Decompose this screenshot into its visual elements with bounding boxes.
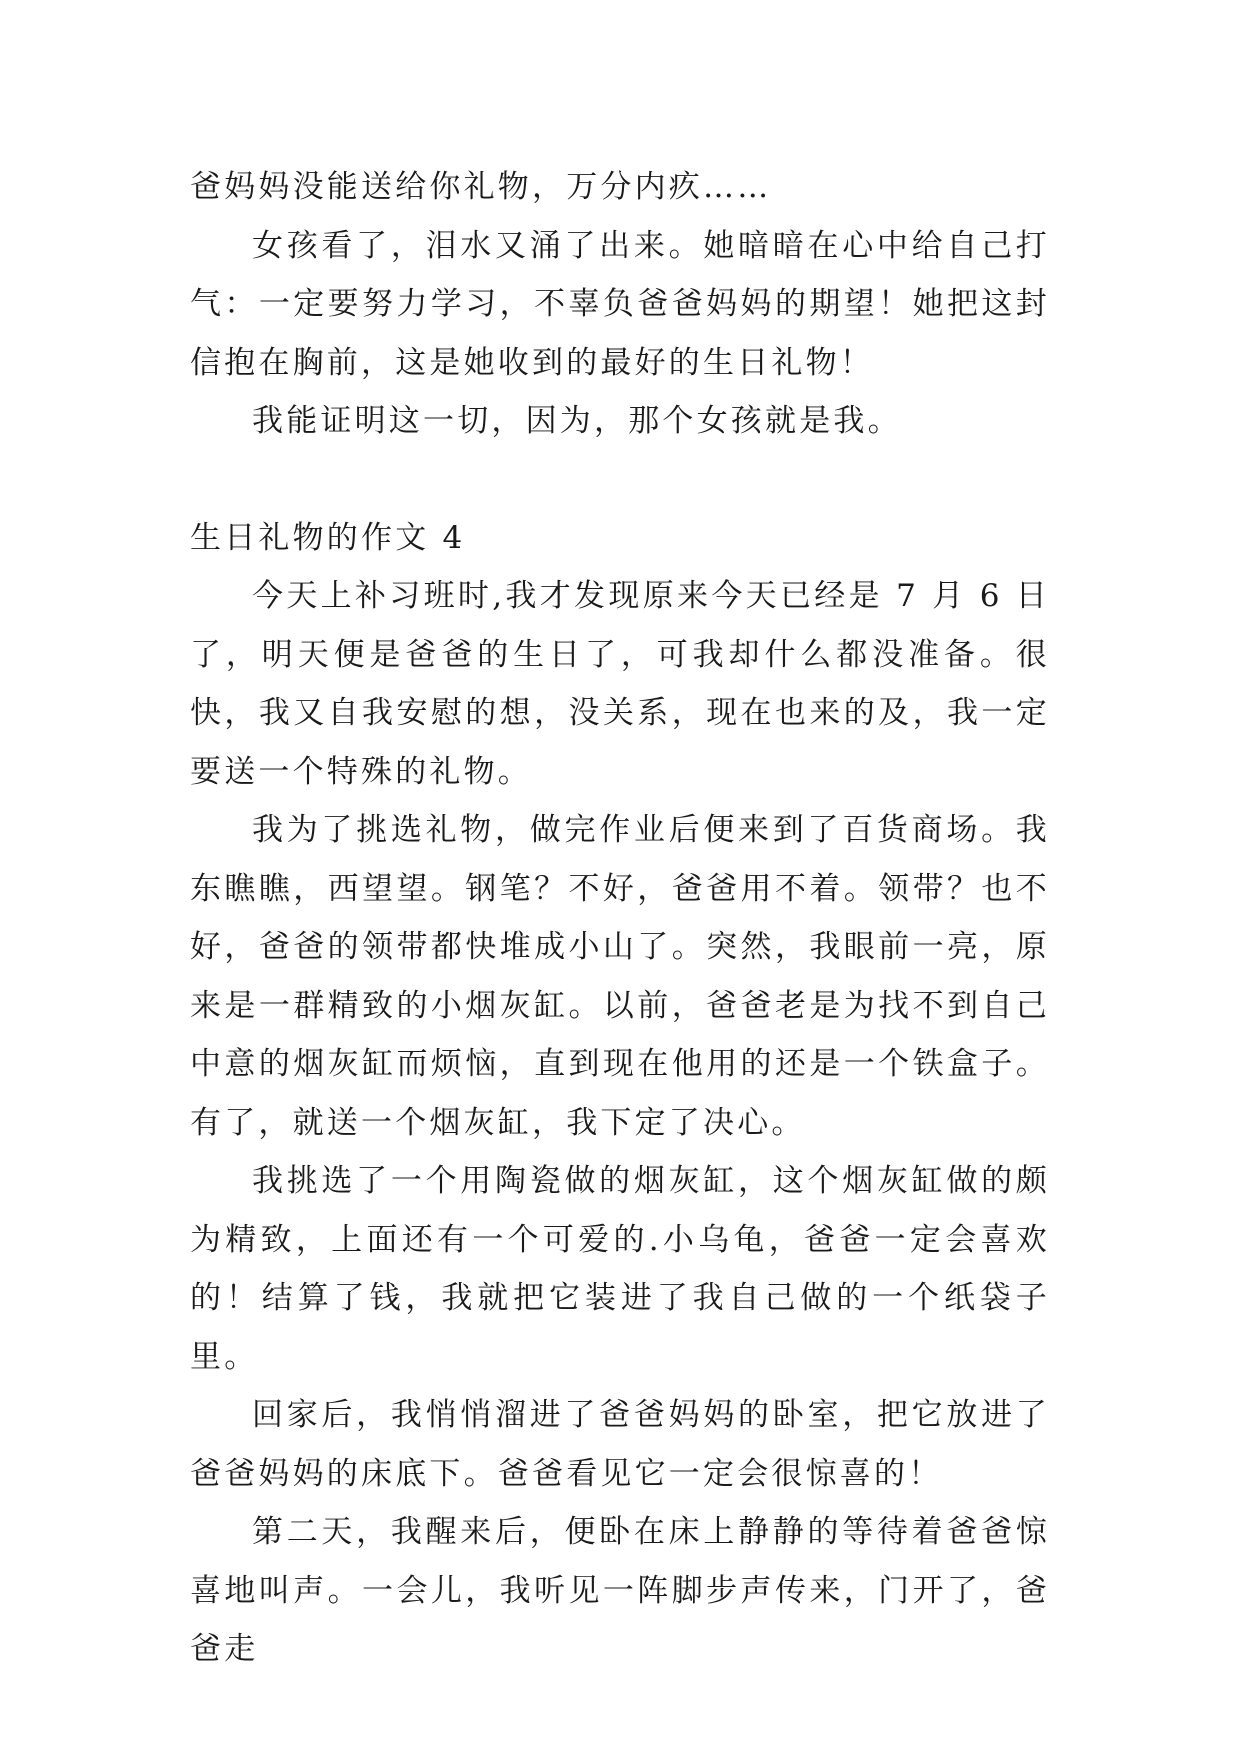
paragraph: 回家后，我悄悄溜进了爸爸妈妈的卧室，把它放进了爸爸妈妈的床底下。爸爸看见它一定会很惊喜的！ (190, 1397, 1050, 1492)
paragraph: 第二天，我醒来后，便卧在床上静静的等待着爸爸惊喜地叫声。一会儿，我听见一阵脚步声传来，门开了，爸爸走 (190, 1514, 1050, 1667)
paragraph: 爸妈妈没能送给你礼物，万分内疚…… (190, 169, 772, 205)
paragraph: 今天上补习班时,我才发现原来今天已经是 7 月 6 日了，明天便是爸爸的生日了，可我却什么都没准备。很快，我又自我安慰的想，没关系，现在也来的及，我一定要送一个特殊的礼物。 (190, 578, 1050, 790)
paragraph: 我为了挑选礼物，做完作业后便来到了百货商场。我东瞧瞧，西望望。钢笔？不好，爸爸用不着。领带？也不好，爸爸的领带都快堆成小山了。突然，我眼前一亮，原来是一群精致的小烟灰缸。以前，爸爸老是为找不到自己中意的烟灰缸而烦恼，直到现在他用的还是一个铁盒子。有了，就送一个烟灰缸，我下定了决心。 (190, 812, 1050, 1141)
paragraph: 女孩看了，泪水又涌了出来。她暗暗在心中给自己打气：一定要努力学习，不辜负爸爸妈妈的期望！她把这封信抱在胸前，这是她收到的最好的生日礼物！ (190, 227, 1050, 381)
section-heading: 生日礼物的作文 4 (190, 519, 466, 556)
paragraph: 我挑选了一个用陶瓷做的烟灰缸，这个烟灰缸做的颇为精致，上面还有一个可爱的.小乌龟，爸爸一定会喜欢的！结算了钱，我就把它装进了我自己做的一个纸袋子里。 (190, 1163, 1050, 1375)
document-body (190, 158, 1050, 1679)
paragraph: 我能证明这一切，因为，那个女孩就是我。 (252, 403, 902, 439)
